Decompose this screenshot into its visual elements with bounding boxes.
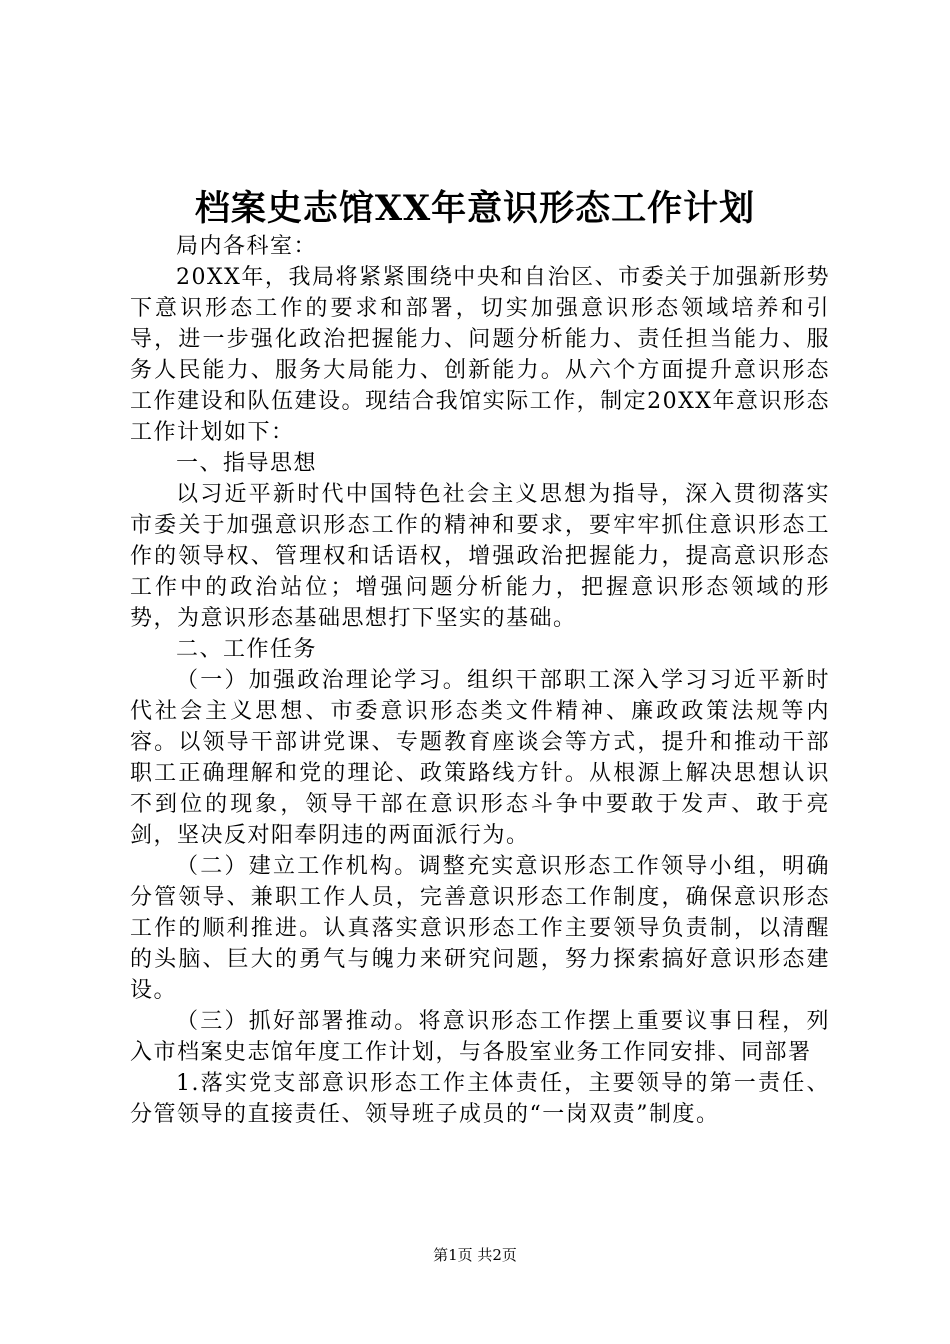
page-footer: 第1页 共2页 — [433, 1246, 517, 1264]
document-body — [130, 231, 830, 1130]
paragraph-guiding-ideology: 以习近平新时代中国特色社会主义思想为指导，深入贯彻落实市委关于加强意识形态工作的精神和要求，要牢牢抓住意识形态工作的领导权、管理权和话语权，增强政治把握能力，提高意识形态工作中的政治站位；增强问题分析能力，把握意识形态领域的形势，为意识形态基础思想打下坚实的基础。 — [130, 482, 830, 631]
paragraph-item-1: 1.落实党支部意识形态工作主体责任，主要领导的第一责任、分管领导的直接责任、领导班子成员的“一岗双责”制度。 — [130, 1071, 830, 1127]
section-heading-work-tasks: 二、工作任务 — [176, 637, 318, 662]
paragraph-task-3: （三）抓好部署推动。将意识形态工作摆上重要议事日程，列入市档案史志馆年度工作计划，与各股室业务工作同安排、同部署 — [130, 1009, 830, 1065]
paragraph-intro: 20XX年，我局将紧紧围绕中央和自治区、市委关于加强新形势下意识形态工作的要求和部署，切实加强意识形态领域培养和引导，进一步强化政治把握能力、问题分析能力、责任担当能力、服务人民能力、服务大局能力、创新能力。从六个方面提升意识形态工作建设和队伍建设。现结合我馆实际工作，制定20XX年意识形态工作计划如下： — [130, 265, 830, 445]
paragraph-task-1: （一）加强政治理论学习。组织干部职工深入学习习近平新时代社会主义思想、市委意识形态类文件精神、廉政政策法规等内容。以领导干部讲党课、专题教育座谈会等方式，提升和推动干部职工正确理解和党的理论、政策路线方针。从根源上解决思想认识不到位的现象，领导干部在意识形态斗争中要敢于发声、敢于亮剑，坚决反对阳奉阴违的两面派行为。 — [130, 668, 830, 848]
salutation: 局内各科室： — [176, 234, 318, 259]
page-title: 档案史志馆XX年意识形态工作计划 — [194, 188, 756, 229]
paragraph-task-2: （二）建立工作机构。调整充实意识形态工作领导小组，明确分管领导、兼职工作人员，完善意识形态工作制度，确保意识形态工作的顺利推进。认真落实意识形态工作主要领导负责制，以清醒的头脑、巨大的勇气与魄力来研究问题，努力探索搞好意识形态建设。 — [130, 854, 830, 1003]
section-heading-guiding-ideology: 一、指导思想 — [176, 451, 318, 476]
